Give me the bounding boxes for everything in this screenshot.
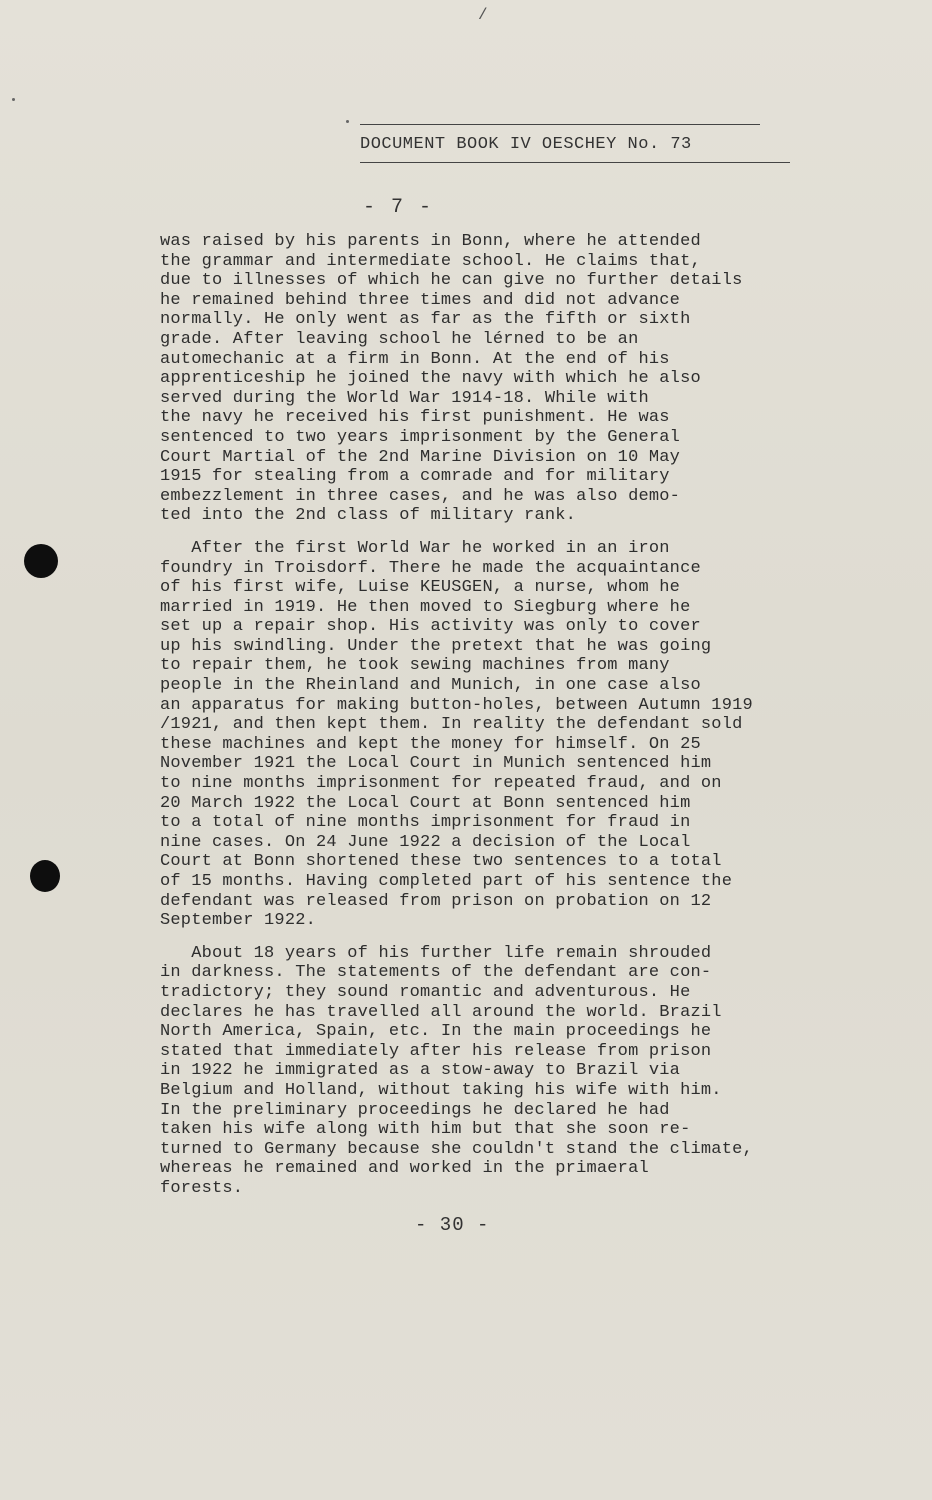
punch-hole — [30, 860, 60, 892]
paragraph-3: About 18 years of his further life remain shrouded in darkness. The statements of the defendant are con- tradictory; they sound romantic and adventurous. He declares he has travelled all around the world. Brazil North America, Spain, etc. In the main proceedings he stated that immediately after his release from prison in 1922 he immigrated as a stow-away to Brazil via Belgium and Holland, without taking his wife with him. In the preliminary proceedings he declared he had taken his wife along with him but that she soon re- turned to Germany because she couldn't stand the climate, whereas he remained and worked in the primaeral forests. — [160, 943, 753, 1198]
paragraph-1: was raised by his parents in Bonn, where he attended the grammar and intermediate school. He claims that, due to illnesses of which he can give no further details he remained behind three times and did not advance normally. He only went as far as the fifth or sixth grade. After leaving school he lérned to be an automechanic at a firm in Bonn. At the end of his apprenticeship he joined the navy with which he also served during the World War 1914-18. While with the navy he received his first punishment. He was sentenced to two years imprisonment by the General Court Martial of the 2nd Marine Division on 10 May 1915 for stealing from a comrade and for military embezzlement in three cases, and he was also demo- ted into the 2nd class of military rank. — [160, 232, 743, 526]
document-header — [360, 124, 790, 163]
page-number: - 30 - — [415, 1214, 490, 1236]
header-rule-top — [360, 124, 760, 125]
document-body — [160, 232, 850, 1212]
punch-hole — [24, 544, 58, 578]
document-reference: DOCUMENT BOOK IV OESCHEY No. 73 — [360, 135, 692, 154]
paper-speck — [12, 98, 15, 101]
pencil-mark: / — [478, 6, 488, 24]
paper-speck — [346, 120, 349, 123]
header-rule-bottom — [360, 162, 790, 163]
section-page-marker: - 7 - — [363, 196, 434, 219]
paragraph-2: After the first World War he worked in an iron foundry in Troisdorf. There he made the acquaintance of his first wife, Luise KEUSGEN, a nurse, whom he married in 1919. He then moved to Siegburg where he set up a repair shop. His activity was only to cover up his swindling. Under the pretext that he was going to repair them, he took sewing machines from many people in the Rheinland and Munich, in one case also an apparatus for making button-holes, between Autumn 1919 /1921, and then kept them. In reality the defendant sold these machines and kept the money for himself. On 25 November 1921 the Local Court in Munich sentenced him to nine months imprisonment for repeated fraud, and on 20 March 1922 the Local Court at Bonn sentenced him to a total of nine months imprisonment for fraud in nine cases. On 24 June 1922 a decision of the Local Court at Bonn shortened these two sentences to a total of 15 months. Having completed part of his sentence the defendant was released from prison on probation on 12 September 1922. — [160, 538, 753, 931]
